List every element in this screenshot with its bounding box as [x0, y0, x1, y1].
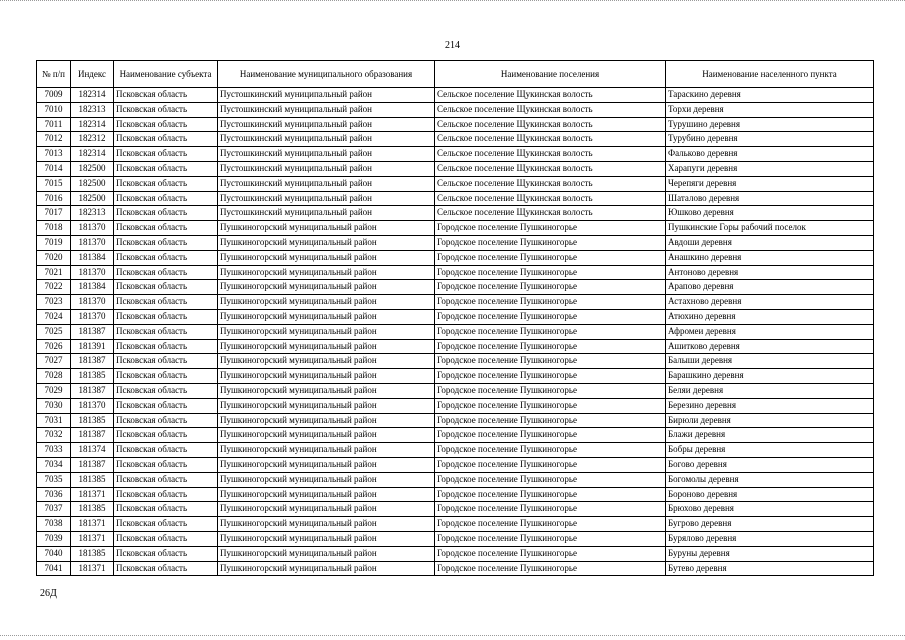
- cell-municipality: Пушкиногорский муниципальный район: [218, 502, 435, 517]
- cell-settlement: Городское поселение Пушкиногорье: [435, 472, 666, 487]
- cell-locality: Бобры деревня: [666, 443, 874, 458]
- cell-index: 182500: [71, 191, 114, 206]
- cell-subject: Псковская область: [114, 398, 218, 413]
- header-subject: Наименование субъекта: [114, 61, 218, 88]
- cell-index: 181370: [71, 235, 114, 250]
- cell-municipality: Пустошкинский муниципальный район: [218, 176, 435, 191]
- cell-locality: Турубино деревня: [666, 132, 874, 147]
- cell-locality: Блажи деревня: [666, 428, 874, 443]
- cell-settlement: Сельское поселение Щукинская волость: [435, 88, 666, 103]
- cell-index: 182500: [71, 161, 114, 176]
- cell-municipality: Пушкиногорский муниципальный район: [218, 221, 435, 236]
- cell-number: 7034: [37, 457, 71, 472]
- cell-index: 181387: [71, 354, 114, 369]
- cell-number: 7016: [37, 191, 71, 206]
- cell-subject: Псковская область: [114, 117, 218, 132]
- cell-municipality: Пустошкинский муниципальный район: [218, 117, 435, 132]
- cell-index: 181384: [71, 250, 114, 265]
- cell-subject: Псковская область: [114, 309, 218, 324]
- cell-index: 182312: [71, 132, 114, 147]
- table-row: [37, 295, 874, 310]
- cell-subject: Псковская область: [114, 502, 218, 517]
- cell-municipality: Пушкиногорский муниципальный район: [218, 398, 435, 413]
- cell-settlement: Городское поселение Пушкиногорье: [435, 487, 666, 502]
- cell-number: 7013: [37, 147, 71, 162]
- cell-index: 181391: [71, 339, 114, 354]
- cell-subject: Псковская область: [114, 531, 218, 546]
- cell-number: 7012: [37, 132, 71, 147]
- cell-subject: Псковская область: [114, 176, 218, 191]
- cell-index: 181387: [71, 324, 114, 339]
- header-locality: Наименование населенного пункта: [666, 61, 874, 88]
- cell-locality: Черепяги деревня: [666, 176, 874, 191]
- cell-locality: Атюхино деревня: [666, 309, 874, 324]
- cell-settlement: Городское поселение Пушкиногорье: [435, 324, 666, 339]
- cell-subject: Псковская область: [114, 339, 218, 354]
- cell-municipality: Пушкиногорский муниципальный район: [218, 443, 435, 458]
- table-body: [37, 88, 874, 576]
- cell-subject: Псковская область: [114, 88, 218, 103]
- table-row: [37, 206, 874, 221]
- cell-index: 181387: [71, 457, 114, 472]
- cell-number: 7039: [37, 531, 71, 546]
- cell-locality: Брюхово деревня: [666, 502, 874, 517]
- cell-index: 181370: [71, 309, 114, 324]
- cell-subject: Псковская область: [114, 354, 218, 369]
- cell-subject: Псковская область: [114, 161, 218, 176]
- cell-locality: Авдоши деревня: [666, 235, 874, 250]
- table-row: [37, 132, 874, 147]
- cell-municipality: Пустошкинский муниципальный район: [218, 191, 435, 206]
- cell-subject: Псковская область: [114, 383, 218, 398]
- cell-subject: Псковская область: [114, 221, 218, 236]
- cell-number: 7025: [37, 324, 71, 339]
- table-row: [37, 354, 874, 369]
- cell-locality: Арапово деревня: [666, 280, 874, 295]
- cell-municipality: Пушкиногорский муниципальный район: [218, 517, 435, 532]
- cell-index: 182314: [71, 117, 114, 132]
- cell-locality: Богомолы деревня: [666, 472, 874, 487]
- cell-index: 181370: [71, 295, 114, 310]
- cell-settlement: Сельское поселение Щукинская волость: [435, 176, 666, 191]
- cell-subject: Псковская область: [114, 457, 218, 472]
- table-row: [37, 561, 874, 576]
- cell-number: 7014: [37, 161, 71, 176]
- cell-number: 7021: [37, 265, 71, 280]
- cell-locality: Бугрово деревня: [666, 517, 874, 532]
- cell-subject: Псковская область: [114, 280, 218, 295]
- scan-edge-bottom: [0, 633, 905, 636]
- cell-index: 181370: [71, 398, 114, 413]
- cell-subject: Псковская область: [114, 250, 218, 265]
- cell-settlement: Городское поселение Пушкиногорье: [435, 517, 666, 532]
- cell-number: 7023: [37, 295, 71, 310]
- cell-municipality: Пушкиногорский муниципальный район: [218, 413, 435, 428]
- cell-municipality: Пустошкинский муниципальный район: [218, 147, 435, 162]
- table-row: [37, 235, 874, 250]
- cell-locality: Антоново деревня: [666, 265, 874, 280]
- cell-settlement: Сельское поселение Щукинская волость: [435, 206, 666, 221]
- cell-index: 181371: [71, 487, 114, 502]
- table-row: [37, 531, 874, 546]
- cell-subject: Псковская область: [114, 443, 218, 458]
- table-row: [37, 221, 874, 236]
- cell-subject: Псковская область: [114, 546, 218, 561]
- cell-index: 181385: [71, 546, 114, 561]
- table-row: [37, 383, 874, 398]
- cell-number: 7024: [37, 309, 71, 324]
- cell-settlement: Городское поселение Пушкиногорье: [435, 280, 666, 295]
- cell-subject: Псковская область: [114, 191, 218, 206]
- cell-subject: Псковская область: [114, 561, 218, 576]
- cell-municipality: Пушкиногорский муниципальный район: [218, 383, 435, 398]
- cell-number: 7018: [37, 221, 71, 236]
- cell-municipality: Пушкиногорский муниципальный район: [218, 295, 435, 310]
- cell-index: 182500: [71, 176, 114, 191]
- cell-settlement: Городское поселение Пушкиногорье: [435, 457, 666, 472]
- table-row: [37, 88, 874, 103]
- cell-locality: Харапуги деревня: [666, 161, 874, 176]
- cell-index: 181371: [71, 561, 114, 576]
- cell-index: 181370: [71, 221, 114, 236]
- cell-municipality: Пушкиногорский муниципальный район: [218, 309, 435, 324]
- cell-settlement: Городское поселение Пушкиногорье: [435, 531, 666, 546]
- table-row: [37, 102, 874, 117]
- scan-edge-top: [0, 0, 905, 4]
- cell-number: 7022: [37, 280, 71, 295]
- cell-number: 7019: [37, 235, 71, 250]
- table-row: [37, 250, 874, 265]
- cell-settlement: Городское поселение Пушкиногорье: [435, 502, 666, 517]
- cell-settlement: Сельское поселение Щукинская волость: [435, 147, 666, 162]
- cell-municipality: Пустошкинский муниципальный район: [218, 206, 435, 221]
- table-row: [37, 309, 874, 324]
- cell-settlement: Городское поселение Пушкиногорье: [435, 443, 666, 458]
- cell-index: 182314: [71, 88, 114, 103]
- cell-settlement: Городское поселение Пушкиногорье: [435, 339, 666, 354]
- cell-settlement: Городское поселение Пушкиногорье: [435, 221, 666, 236]
- header-number: № п/п: [37, 61, 71, 88]
- cell-number: 7035: [37, 472, 71, 487]
- table-row: [37, 443, 874, 458]
- cell-settlement: Городское поселение Пушкиногорье: [435, 354, 666, 369]
- cell-index: 181387: [71, 383, 114, 398]
- cell-municipality: Пушкиногорский муниципальный район: [218, 324, 435, 339]
- table-row: [37, 176, 874, 191]
- cell-subject: Псковская область: [114, 102, 218, 117]
- cell-municipality: Пушкиногорский муниципальный район: [218, 280, 435, 295]
- cell-index: 181387: [71, 428, 114, 443]
- cell-locality: Астахново деревня: [666, 295, 874, 310]
- cell-settlement: Сельское поселение Щукинская волость: [435, 191, 666, 206]
- cell-municipality: Пушкиногорский муниципальный район: [218, 369, 435, 384]
- cell-number: 7032: [37, 428, 71, 443]
- cell-locality: Шаталово деревня: [666, 191, 874, 206]
- cell-municipality: Пушкиногорский муниципальный район: [218, 561, 435, 576]
- cell-municipality: Пушкиногорский муниципальный район: [218, 531, 435, 546]
- cell-settlement: Городское поселение Пушкиногорье: [435, 398, 666, 413]
- cell-locality: Афромеи деревня: [666, 324, 874, 339]
- table-row: [37, 117, 874, 132]
- cell-subject: Псковская область: [114, 487, 218, 502]
- cell-number: 7011: [37, 117, 71, 132]
- cell-number: 7037: [37, 502, 71, 517]
- cell-subject: Псковская область: [114, 206, 218, 221]
- cell-subject: Псковская область: [114, 472, 218, 487]
- header-settlement: Наименование поселения: [435, 61, 666, 88]
- cell-settlement: Городское поселение Пушкиногорье: [435, 561, 666, 576]
- cell-index: 181370: [71, 265, 114, 280]
- cell-subject: Псковская область: [114, 235, 218, 250]
- cell-number: 7030: [37, 398, 71, 413]
- cell-locality: Бурялово деревня: [666, 531, 874, 546]
- header-municipality: Наименование муниципального образования: [218, 61, 435, 88]
- table-row: [37, 147, 874, 162]
- table-row: [37, 428, 874, 443]
- cell-municipality: Пушкиногорский муниципальный район: [218, 472, 435, 487]
- cell-subject: Псковская область: [114, 147, 218, 162]
- cell-number: 7009: [37, 88, 71, 103]
- cell-locality: Богово деревня: [666, 457, 874, 472]
- cell-settlement: Городское поселение Пушкиногорье: [435, 309, 666, 324]
- cell-index: 181385: [71, 413, 114, 428]
- cell-number: 7026: [37, 339, 71, 354]
- cell-settlement: Сельское поселение Щукинская волость: [435, 132, 666, 147]
- cell-municipality: Пустошкинский муниципальный район: [218, 102, 435, 117]
- cell-number: 7027: [37, 354, 71, 369]
- table-row: [37, 369, 874, 384]
- cell-subject: Псковская область: [114, 132, 218, 147]
- cell-locality: Тараскино деревня: [666, 88, 874, 103]
- cell-settlement: Городское поселение Пушкиногорье: [435, 428, 666, 443]
- cell-locality: Березино деревня: [666, 398, 874, 413]
- cell-number: 7010: [37, 102, 71, 117]
- cell-settlement: Городское поселение Пушкиногорье: [435, 265, 666, 280]
- cell-municipality: Пустошкинский муниципальный район: [218, 161, 435, 176]
- cell-number: 7029: [37, 383, 71, 398]
- table-row: [37, 280, 874, 295]
- cell-number: 7015: [37, 176, 71, 191]
- cell-subject: Псковская область: [114, 295, 218, 310]
- footer-mark: 26Д: [40, 588, 57, 599]
- cell-index: 181385: [71, 472, 114, 487]
- cell-municipality: Пушкиногорский муниципальный район: [218, 546, 435, 561]
- table-row: [37, 487, 874, 502]
- cell-number: 7040: [37, 546, 71, 561]
- cell-index: 182314: [71, 147, 114, 162]
- table-row: [37, 324, 874, 339]
- cell-index: 181385: [71, 369, 114, 384]
- cell-number: 7033: [37, 443, 71, 458]
- cell-settlement: Городское поселение Пушкиногорье: [435, 295, 666, 310]
- table-row: [37, 339, 874, 354]
- table-row: [37, 161, 874, 176]
- cell-number: 7041: [37, 561, 71, 576]
- header-index: Индекс: [71, 61, 114, 88]
- cell-municipality: Пустошкинский муниципальный район: [218, 132, 435, 147]
- cell-locality: Бирюли деревня: [666, 413, 874, 428]
- cell-index: 181371: [71, 517, 114, 532]
- cell-locality: Пушкинские Горы рабочий поселок: [666, 221, 874, 236]
- cell-number: 7036: [37, 487, 71, 502]
- table-header-row: [37, 61, 874, 88]
- cell-locality: Бороново деревня: [666, 487, 874, 502]
- cell-settlement: Городское поселение Пушкиногорье: [435, 235, 666, 250]
- cell-index: 181374: [71, 443, 114, 458]
- cell-index: 182313: [71, 206, 114, 221]
- table-row: [37, 413, 874, 428]
- cell-settlement: Городское поселение Пушкиногорье: [435, 383, 666, 398]
- cell-locality: Беляи деревня: [666, 383, 874, 398]
- table-row: [37, 546, 874, 561]
- cell-settlement: Городское поселение Пушкиногорье: [435, 250, 666, 265]
- cell-municipality: Пушкиногорский муниципальный район: [218, 487, 435, 502]
- cell-municipality: Пушкиногорский муниципальный район: [218, 250, 435, 265]
- cell-locality: Турушино деревня: [666, 117, 874, 132]
- table-row: [37, 191, 874, 206]
- cell-municipality: Пушкиногорский муниципальный район: [218, 235, 435, 250]
- cell-locality: Буруны деревня: [666, 546, 874, 561]
- cell-locality: Анашкино деревня: [666, 250, 874, 265]
- cell-number: 7031: [37, 413, 71, 428]
- table-row: [37, 472, 874, 487]
- cell-index: 181385: [71, 502, 114, 517]
- cell-number: 7028: [37, 369, 71, 384]
- cell-subject: Псковская область: [114, 413, 218, 428]
- cell-number: 7017: [37, 206, 71, 221]
- cell-locality: Торхи деревня: [666, 102, 874, 117]
- cell-locality: Фальково деревня: [666, 147, 874, 162]
- cell-municipality: Пушкиногорский муниципальный район: [218, 428, 435, 443]
- table-row: [37, 398, 874, 413]
- cell-number: 7038: [37, 517, 71, 532]
- table-row: [37, 517, 874, 532]
- table-row: [37, 457, 874, 472]
- cell-municipality: Пушкиногорский муниципальный район: [218, 457, 435, 472]
- cell-settlement: Сельское поселение Щукинская волость: [435, 117, 666, 132]
- cell-number: 7020: [37, 250, 71, 265]
- cell-subject: Псковская область: [114, 428, 218, 443]
- cell-settlement: Городское поселение Пушкиногорье: [435, 546, 666, 561]
- cell-locality: Бутево деревня: [666, 561, 874, 576]
- cell-municipality: Пушкиногорский муниципальный район: [218, 265, 435, 280]
- cell-subject: Псковская область: [114, 265, 218, 280]
- cell-settlement: Сельское поселение Щукинская волость: [435, 161, 666, 176]
- cell-municipality: Пустошкинский муниципальный район: [218, 88, 435, 103]
- cell-index: 181384: [71, 280, 114, 295]
- cell-locality: Барашкино деревня: [666, 369, 874, 384]
- table-row: [37, 502, 874, 517]
- cell-municipality: Пушкиногорский муниципальный район: [218, 339, 435, 354]
- cell-index: 182313: [71, 102, 114, 117]
- cell-subject: Псковская область: [114, 517, 218, 532]
- cell-settlement: Городское поселение Пушкиногорье: [435, 369, 666, 384]
- cell-locality: Юшково деревня: [666, 206, 874, 221]
- cell-index: 181371: [71, 531, 114, 546]
- cell-settlement: Городское поселение Пушкиногорье: [435, 413, 666, 428]
- cell-municipality: Пушкиногорский муниципальный район: [218, 354, 435, 369]
- cell-settlement: Сельское поселение Щукинская волость: [435, 102, 666, 117]
- cell-subject: Псковская область: [114, 369, 218, 384]
- table-row: [37, 265, 874, 280]
- cell-locality: Балыши деревня: [666, 354, 874, 369]
- settlements-table: [36, 60, 874, 576]
- page-number: 214: [445, 40, 460, 51]
- cell-locality: Ашитково деревня: [666, 339, 874, 354]
- cell-subject: Псковская область: [114, 324, 218, 339]
